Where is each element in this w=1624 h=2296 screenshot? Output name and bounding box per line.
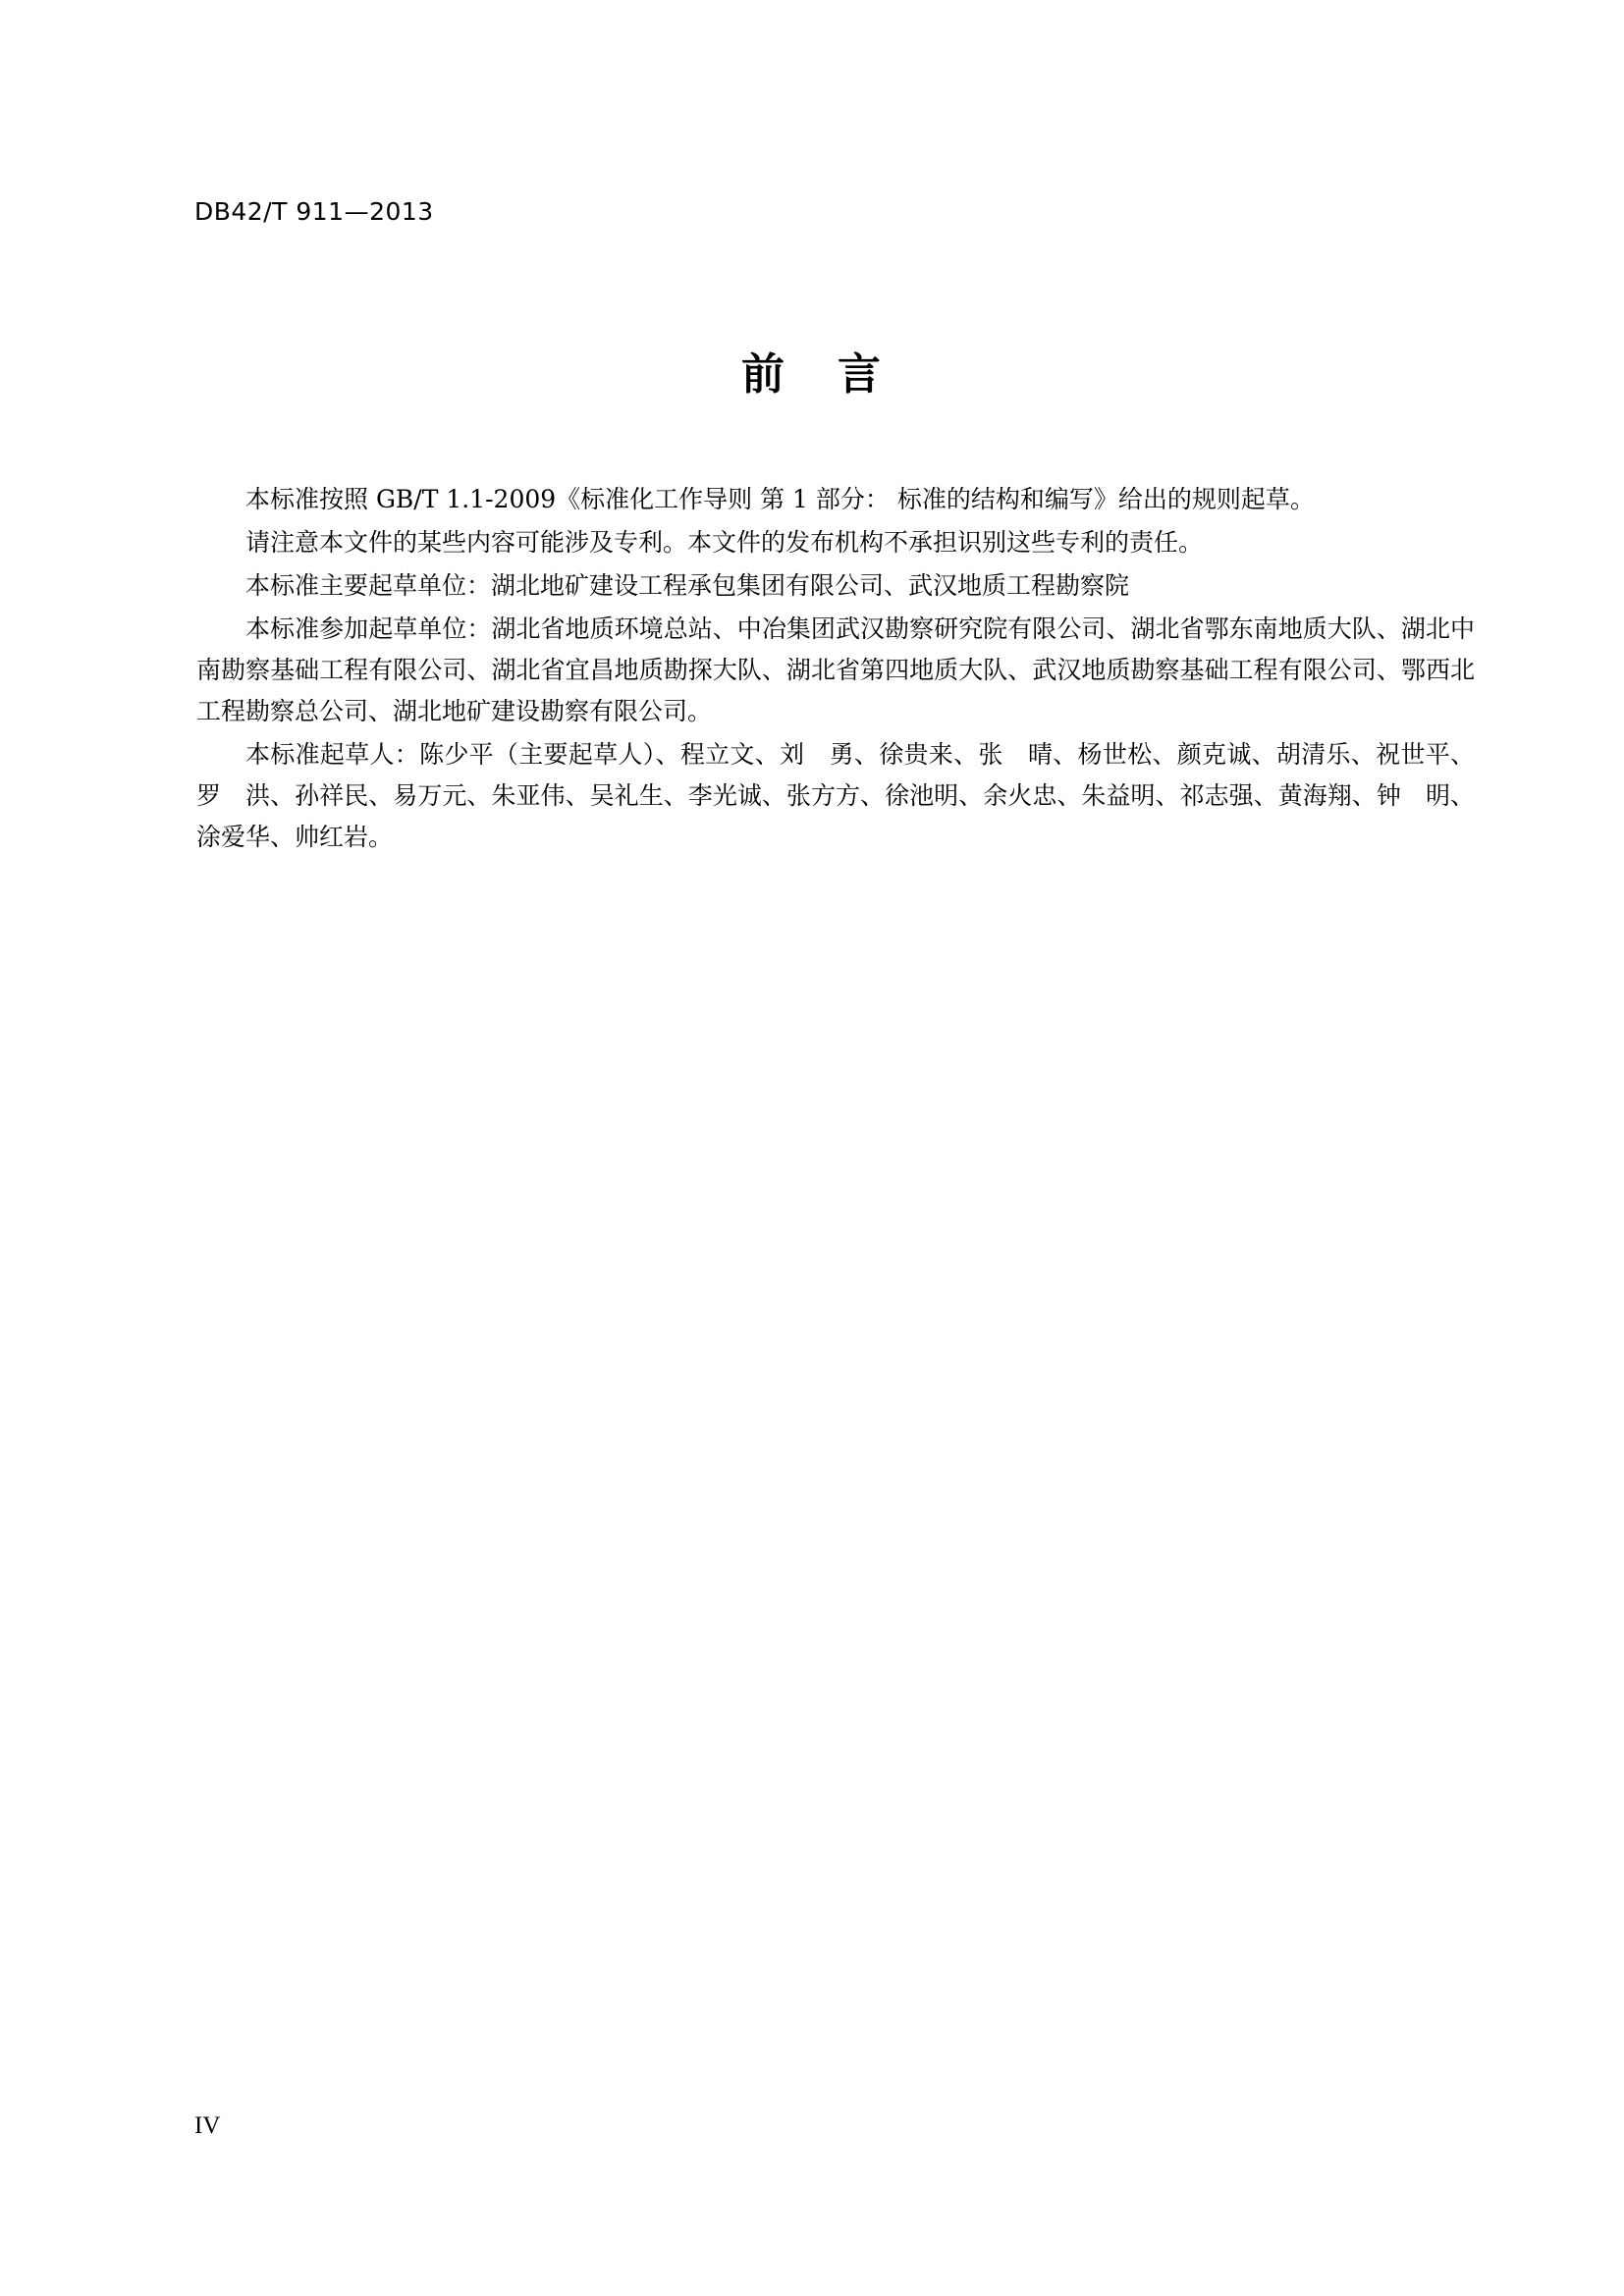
- page-number: IV: [194, 2112, 221, 2139]
- paragraph-patent-notice: 请注意本文件的某些内容可能涉及专利。本文件的发布机构不承担识别这些专利的责任。: [245, 528, 1204, 557]
- paragraph-drafting-rules: 本标准按照 GB/T 1.1-2009《标准化工作导则 第 1 部分： 标准的结构和编写》给出的规则起草。: [245, 485, 1315, 513]
- foreword-body: [196, 479, 1475, 860]
- paragraph-drafters: 本标准起草人：陈少平（主要起草人）、程立文、刘 勇、徐贵来、张 晴、杨世松、颜克诚、胡清乐、祝世平、罗 洪、孙祥民、易万元、朱亚伟、吴礼生、李光诚、张方方、徐池明、余火忠、朱益明、祁志强、黄海翔、钟 明、涂爱华、帅红岩。: [196, 740, 1475, 851]
- paragraph-participating-units: 本标准参加起草单位：湖北省地质环境总站、中冶集团武汉勘察研究院有限公司、湖北省鄂东南地质大队、湖北中南勘察基础工程有限公司、湖北省宜昌地质勘探大队、湖北省第四地质大队、武汉地质勘察基础工程有限公司、鄂西北工程勘察总公司、湖北地矿建设勘察有限公司。: [196, 614, 1475, 725]
- paragraph-main-drafting-units: 本标准主要起草单位：湖北地矿建设工程承包集团有限公司、武汉地质工程勘察院: [245, 571, 1130, 600]
- page-title: 前 言: [741, 349, 883, 400]
- document-code: DB42/T 911—2013: [194, 197, 434, 226]
